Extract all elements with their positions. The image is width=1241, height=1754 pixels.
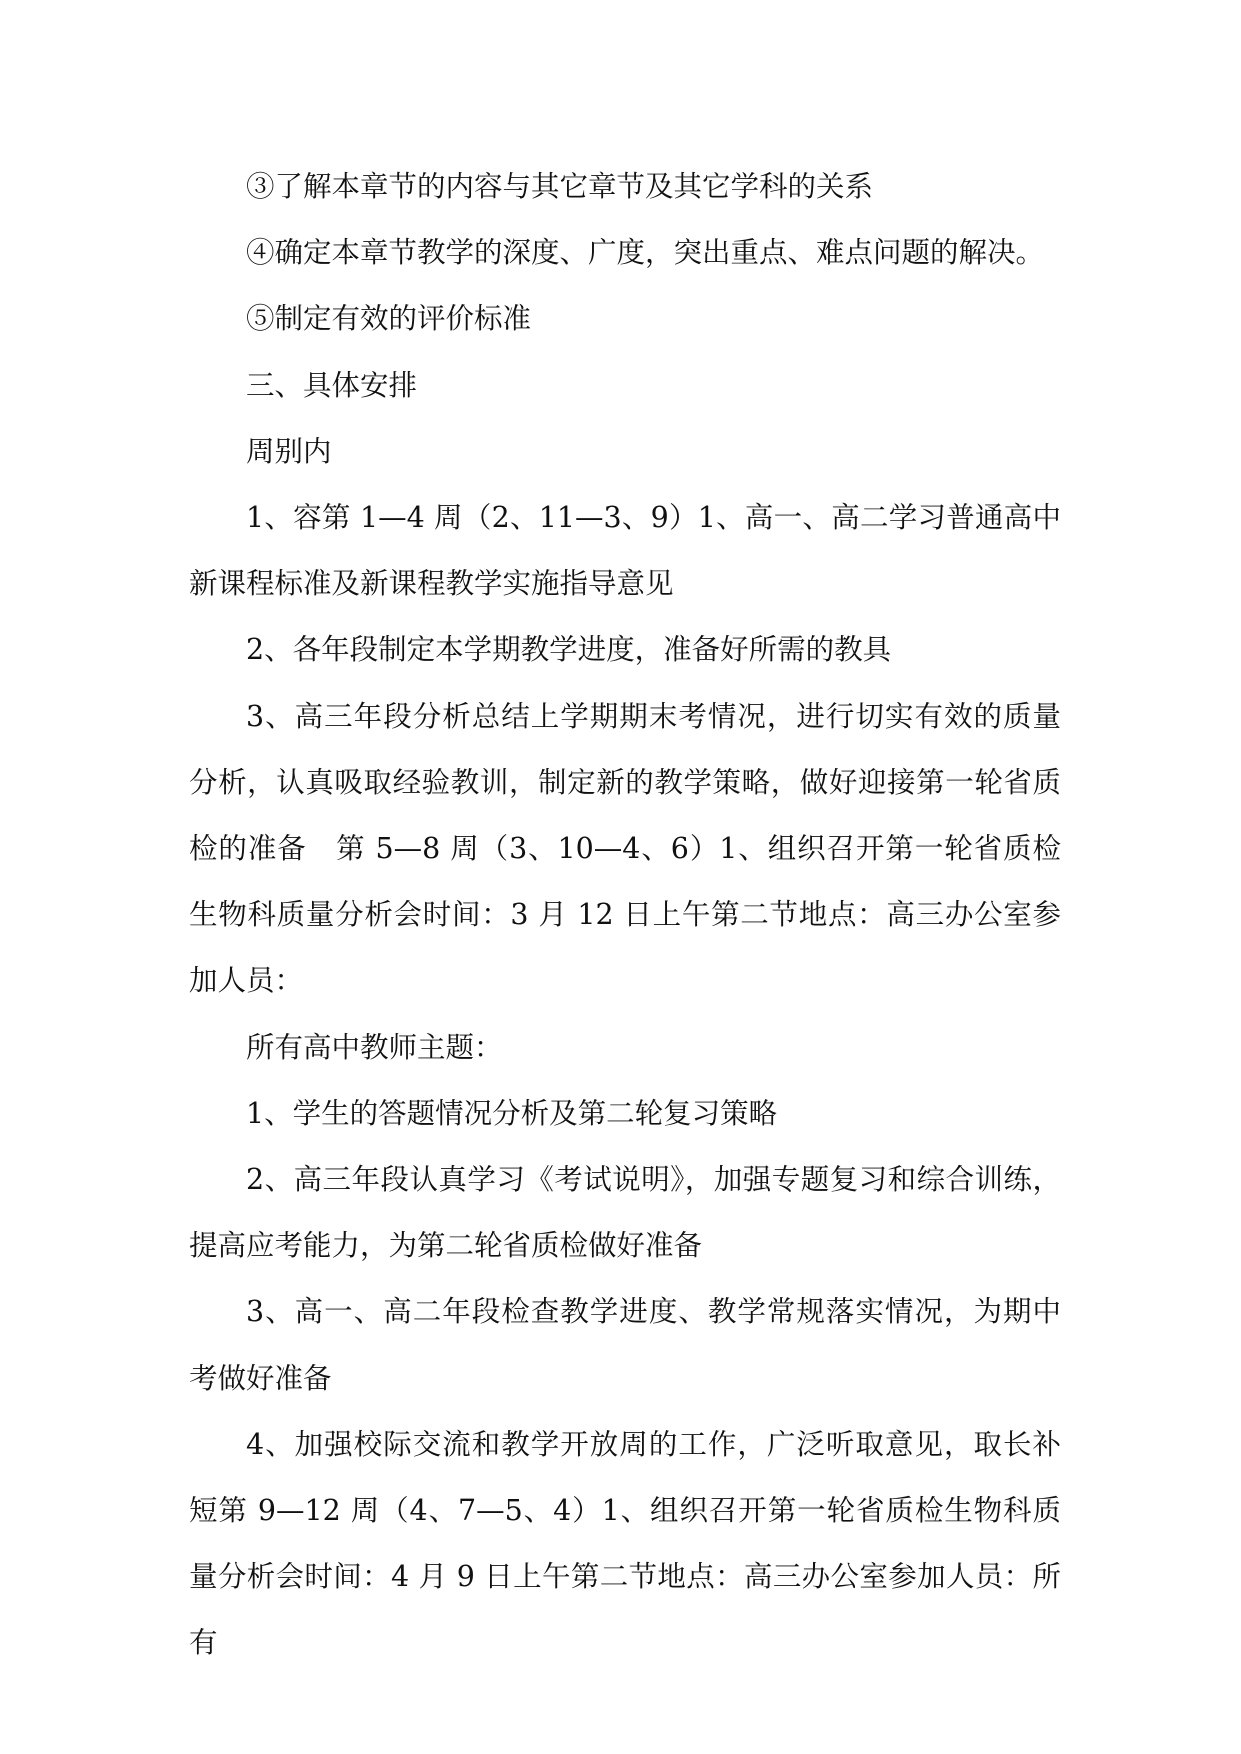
paragraph-objective-5: ⑤制定有效的评价标准 — [246, 302, 532, 336]
paragraph-item: 所有高中教师主题： — [246, 1030, 503, 1064]
paragraph-item: 2、各年段制定本学期教学进度，准备好所需的教具 — [246, 633, 892, 667]
document-body — [189, 154, 1061, 1677]
paragraph-objective-4: ④确定本章节教学的深度、广度，突出重点、难点问题的解决。 — [246, 236, 1045, 270]
paragraph-item: 1、容第 1—4 周（2、11—3、9）1、高一、高二学习普通高中新课程标准及新课程教学实施指导意见 — [189, 501, 1061, 601]
paragraph-item: 2、高三年段认真学习《考试说明》，加强专题复习和综合训练，提高应考能力，为第二轮省质检做好准备 — [189, 1163, 1061, 1263]
paragraph-item: 1、学生的答题情况分析及第二轮复习策略 — [246, 1096, 778, 1130]
section-heading: 三、具体安排 — [246, 368, 418, 402]
paragraph-week-label: 周别内 — [246, 434, 332, 468]
paragraph-item: 3、高三年段分析总结上学期期末考情况，进行切实有效的质量分析，认真吸取经验教训，制定新的教学策略，做好迎接第一轮省质检的准备 第 5—8 周（3、10—4、6）1、组织召开第一轮省质检生物科质量分析会时间：3 月 12 日上午第二节地点：高三办公室参加人员： — [189, 699, 1061, 998]
paragraph-item: 3、高一、高二年段检查教学进度、教学常规落实情况，为期中考做好准备 — [189, 1295, 1061, 1395]
paragraph-objective-3: ③了解本章节的内容与其它章节及其它学科的关系 — [246, 170, 874, 203]
paragraph-item: 4、加强校际交流和教学开放周的工作，广泛听取意见，取长补短第 9—12 周（4、7—5、4）1、组织召开第一轮省质检生物科质量分析会时间：4 月 9 日上午第二节地点：高三办公室参加人员：所有 — [189, 1427, 1061, 1660]
